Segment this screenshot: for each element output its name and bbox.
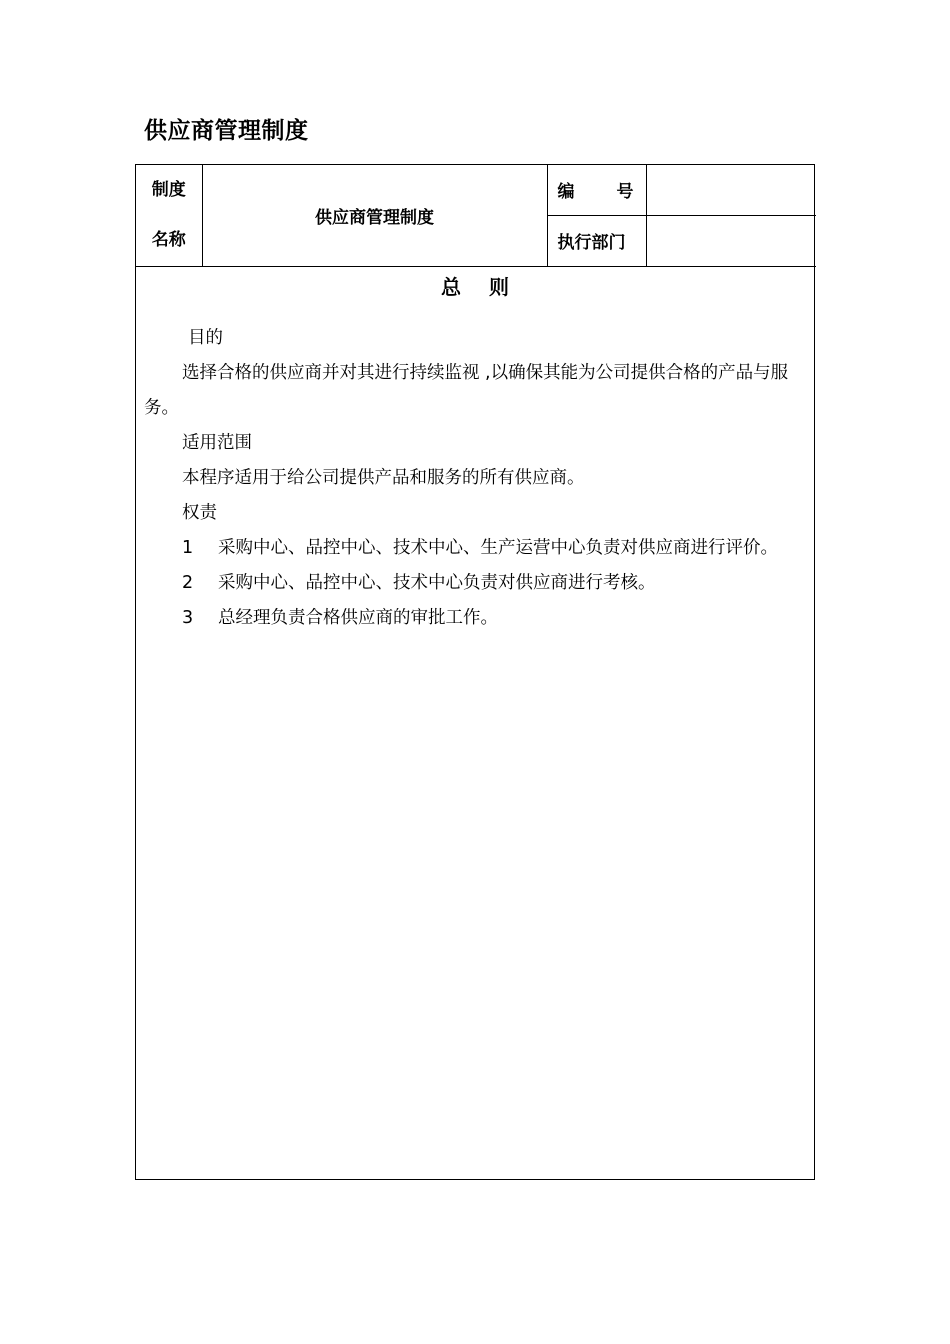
duty-number: 3 (182, 608, 194, 628)
name-label-line1: 制度 (151, 180, 186, 201)
duty-text: 采购中心、品控中心、技术中心负责对供应商进行考核。 (218, 573, 656, 593)
number-label-b: 号 (616, 182, 634, 203)
body-text (144, 321, 808, 636)
duty-item (144, 531, 808, 566)
number-label-cell (547, 165, 646, 215)
dept-value (646, 215, 816, 266)
scope-text: 本程序适用于给公司提供产品和服务的所有供应商。 (182, 468, 585, 488)
duty-text: 采购中心、品控中心、技术中心、生产运营中心负责对供应商进行评价。 (218, 538, 778, 558)
name-label-line2: 名称 (151, 230, 186, 251)
duty-number: 1 (182, 538, 194, 558)
scope-heading: 适用范围 (182, 433, 252, 453)
number-value (646, 165, 816, 215)
duty-item (144, 601, 808, 636)
header-table (136, 165, 816, 267)
purpose-text: 选择合格的供应商并对其进行持续监视 ,以确保其能为公司提供合格的产品与服务。 (144, 363, 789, 418)
duty-number: 2 (182, 573, 194, 593)
name-value: 供应商管理制度 (202, 165, 547, 266)
regulation-form (135, 164, 815, 1180)
duty-item (144, 566, 808, 601)
number-label-a: 编 (557, 182, 575, 203)
document-title: 供应商管理制度 (144, 118, 309, 144)
duty-heading: 权责 (182, 503, 217, 523)
dept-label: 执行部门 (547, 215, 646, 266)
section-title: 总则 (441, 275, 537, 299)
duty-text: 总经理负责合格供应商的审批工作。 (218, 608, 498, 628)
purpose-heading: 目的 (188, 328, 223, 348)
name-label-cell (136, 165, 202, 266)
